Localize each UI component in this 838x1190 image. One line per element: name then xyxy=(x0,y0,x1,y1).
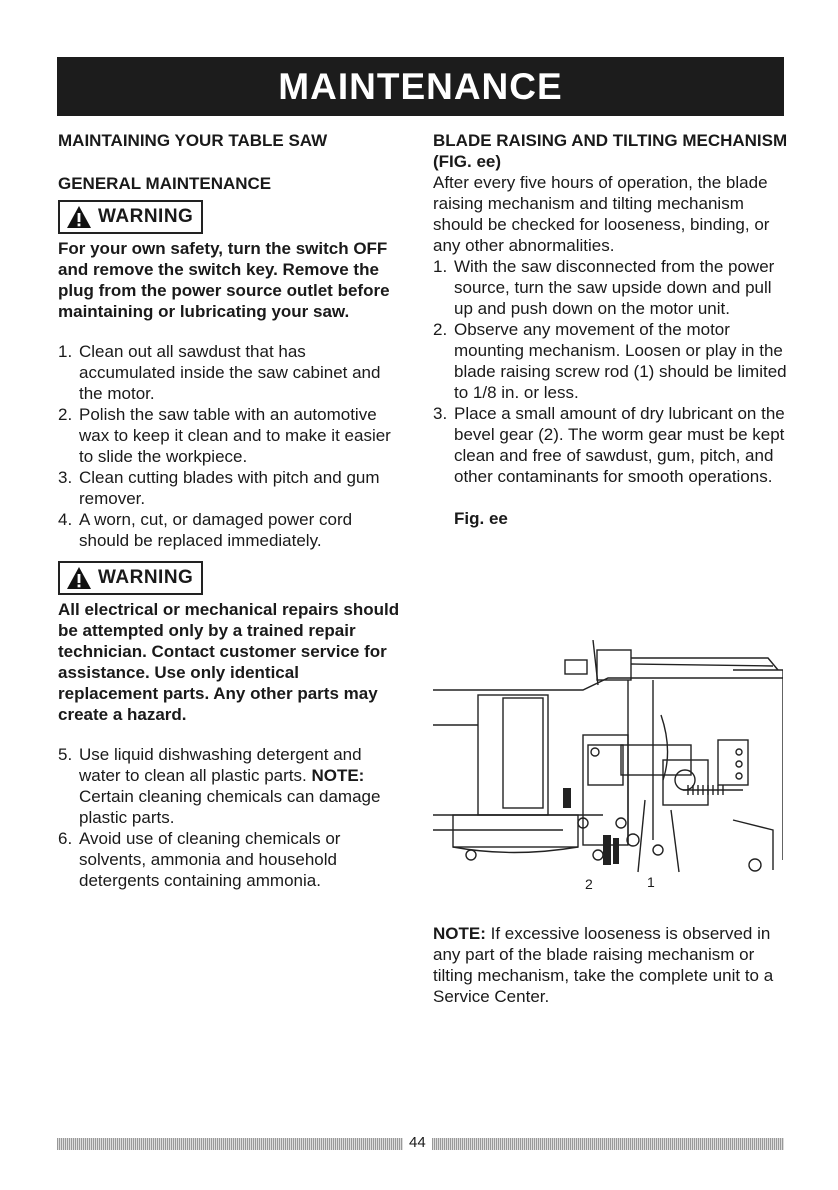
warning-box xyxy=(58,561,203,595)
warning-triangle-icon xyxy=(66,205,92,229)
warning-triangle-icon xyxy=(66,566,92,590)
warning-label: WARNING xyxy=(98,567,194,588)
footer-rule-left xyxy=(57,1138,403,1150)
list-item: 1. Clean out all sawdust that has accumulated inside the saw cabinet and the motor. xyxy=(58,342,381,403)
callout-label-2: 2 xyxy=(585,876,593,892)
note-label: NOTE: xyxy=(311,766,365,785)
note-label: NOTE: xyxy=(433,924,486,943)
figure-note xyxy=(433,923,793,1007)
footer-rule-right xyxy=(432,1138,784,1150)
warning-text: All electrical or mechanical repairs should be attempted only by a trained repair technician. Contact customer service for assistance. Use only identical replacement parts. Any other parts may create a hazard. xyxy=(58,600,400,724)
list-item: 4. A worn, cut, or damaged power cord should be replaced immediately. xyxy=(58,510,353,550)
warning-label: WARNING xyxy=(98,206,194,227)
warning-text: For your own safety, turn the switch OFF and remove the switch key. Remove the plug from the power source outlet before maintaining or lubricating your saw. xyxy=(58,239,390,321)
maintenance-steps-continued xyxy=(58,744,403,891)
section-title: MAINTAINING YOUR TABLE SAW xyxy=(58,131,328,150)
subsection-title: GENERAL MAINTENANCE xyxy=(58,174,272,193)
note-text: If excessive looseness is observed in any part of the blade raising mechanism or tilting mechanism, take the complete unit to a Service Center. xyxy=(433,924,774,1006)
intro-paragraph: After every five hours of operation, the blade raising mechanism and tilting mechanism should be checked for looseness, binding, or any other abnormalities. xyxy=(433,173,770,255)
right-column xyxy=(433,130,793,529)
figure-illustration xyxy=(433,640,783,892)
callout-label-1: 1 xyxy=(647,874,655,890)
warning-box xyxy=(58,200,203,234)
list-item: 5. Use liquid dishwashing detergent and water to clean all plastic parts. NOTE: Certain cleaning chemicals can damage plastic parts. xyxy=(58,745,381,827)
list-item: 1. With the saw disconnected from the power source, turn the saw upside down and pull up and push down on the motor unit. xyxy=(433,257,775,318)
page-title: MAINTENANCE xyxy=(278,65,563,107)
list-item: 6. Avoid use of cleaning chemicals or solvents, ammonia and household detergents containing ammonia. xyxy=(58,829,341,890)
maintenance-steps xyxy=(58,341,403,551)
page-number: 44 xyxy=(409,1134,426,1151)
list-item: 2. Observe any movement of the motor mounting mechanism. Loosen or play in the blade raising screw rod (1) should be limited to 1/8 in. or less. xyxy=(433,320,787,402)
page-header-banner xyxy=(57,57,784,116)
section-title: BLADE RAISING AND TILTING MECHANISM (FIG. ee) xyxy=(433,131,788,171)
list-item: 3. Place a small amount of dry lubricant on the bevel gear (2). The worm gear must be kept clean and free of sawdust, gum, pitch, and other contaminants for smooth operations. xyxy=(433,404,785,486)
inspection-steps xyxy=(433,256,793,487)
list-item: 3. Clean cutting blades with pitch and gum remover. xyxy=(58,468,380,508)
figure-label: Fig. ee xyxy=(454,509,508,528)
saw-mechanism-drawing xyxy=(433,640,783,885)
note-text: Certain cleaning chemicals can damage plastic parts. xyxy=(79,787,381,827)
list-item: 2. Polish the saw table with an automotive wax to keep it clean and to make it easier to slide the workpiece. xyxy=(58,405,391,466)
left-column xyxy=(58,130,403,891)
